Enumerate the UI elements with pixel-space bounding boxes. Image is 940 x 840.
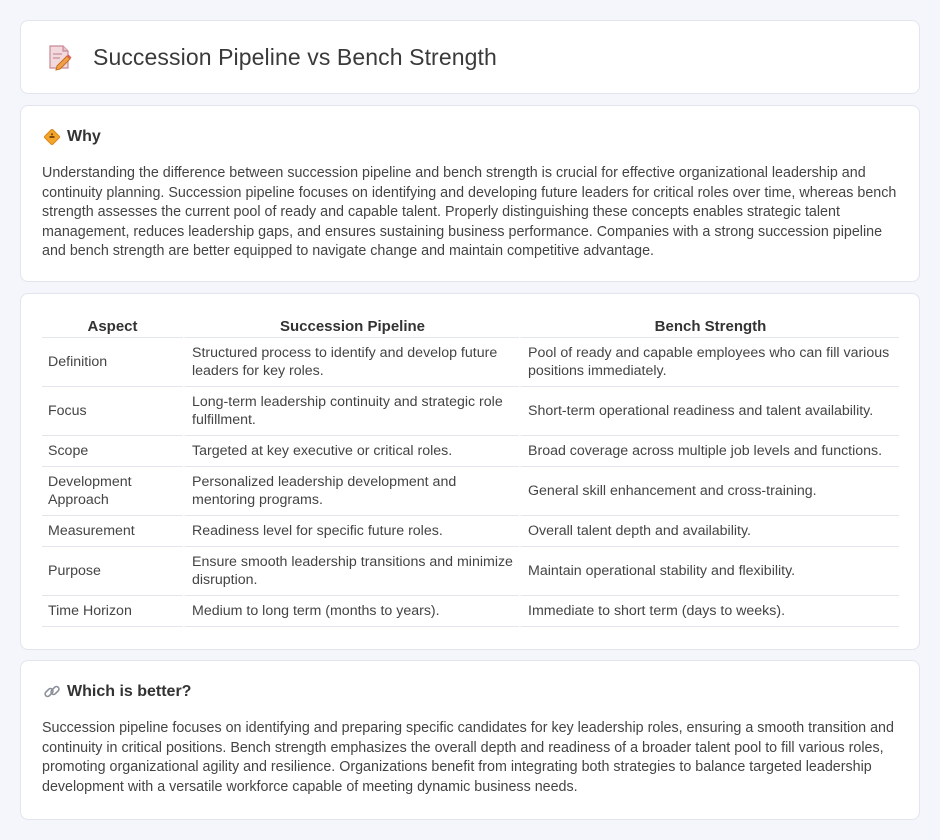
row-bench: Immediate to short term (days to weeks).: [519, 596, 899, 627]
header-succession-pipeline: Succession Pipeline: [183, 316, 519, 338]
row-aspect: Scope: [42, 436, 183, 467]
row-pipeline: Readiness level for specific future roles.: [183, 516, 519, 547]
why-heading: Why: [67, 128, 101, 145]
header-bench-strength: Bench Strength: [519, 316, 899, 338]
row-pipeline: Ensure smooth leadership transitions and minimize disruption.: [183, 547, 519, 596]
table-row: [42, 596, 899, 627]
row-bench: Pool of ready and capable employees who can fill various positions immediately.: [519, 338, 899, 387]
better-card: [20, 660, 920, 820]
table-row: [42, 387, 899, 436]
better-heading-row: [43, 683, 191, 701]
row-bench: Overall talent depth and availability.: [519, 516, 899, 547]
why-heading-row: [43, 128, 101, 146]
comparison-card: [20, 293, 920, 650]
diamond-sign-icon: [43, 128, 61, 146]
row-pipeline: Medium to long term (months to years).: [183, 596, 519, 627]
row-bench: General skill enhancement and cross-training.: [519, 467, 899, 516]
table-row: [42, 467, 899, 516]
row-aspect: Time Horizon: [42, 596, 183, 627]
document-pencil-icon: [47, 43, 73, 71]
why-card: [20, 105, 920, 282]
row-aspect: Development Approach: [42, 467, 183, 516]
row-pipeline: Personalized leadership development and mentoring programs.: [183, 467, 519, 516]
table-row: [42, 436, 899, 467]
link-icon: [43, 683, 61, 701]
table-row: [42, 547, 899, 596]
table-row: [42, 516, 899, 547]
why-text: Understanding the difference between succession pipeline and bench strength is crucial for effective organizational leadership and continuity planning. Succession pipeline focuses on identifying and developing future leaders for critical roles over time, whereas bench strength assesses the current pool of ready and capable talent. Properly distinguishing these concepts enables strategic talent management, reduces leadership gaps, and ensures sustaining business performance. Companies with a strong succession pipeline and bench strength are better equipped to navigate change and maintain competitive advantage.: [42, 165, 897, 260]
table-header-row: [42, 316, 899, 338]
better-heading: Which is better?: [67, 683, 192, 700]
row-bench: Broad coverage across multiple job levels and functions.: [519, 436, 899, 467]
row-pipeline: Structured process to identify and develop future leaders for key roles.: [183, 338, 519, 387]
row-pipeline: Long-term leadership continuity and strategic role fulfillment.: [183, 387, 519, 436]
header-aspect: Aspect: [42, 316, 183, 338]
better-text: Succession pipeline focuses on identifying and preparing specific candidates for key leadership roles, ensuring a smooth transition and continuity in critical positions. Bench strength emphasizes the overall depth and readiness of a broader talent pool to fill various roles, promoting organizational agility and resilience. Organizations benefit from integrating both strategies to balance targeted leadership development with a versatile workforce capable of meeting dynamic business needs.: [42, 720, 894, 795]
table-row: [42, 338, 899, 387]
row-pipeline: Targeted at key executive or critical roles.: [183, 436, 519, 467]
row-bench: Maintain operational stability and flexibility.: [519, 547, 899, 596]
row-aspect: Focus: [42, 387, 183, 436]
row-aspect: Definition: [42, 338, 183, 387]
title-card: [20, 20, 920, 94]
page-title: Succession Pipeline vs Bench Strength: [93, 43, 497, 70]
title-row: [47, 43, 497, 71]
row-aspect: Measurement: [42, 516, 183, 547]
row-bench: Short-term operational readiness and talent availability.: [519, 387, 899, 436]
comparison-table: [42, 316, 899, 627]
row-aspect: Purpose: [42, 547, 183, 596]
